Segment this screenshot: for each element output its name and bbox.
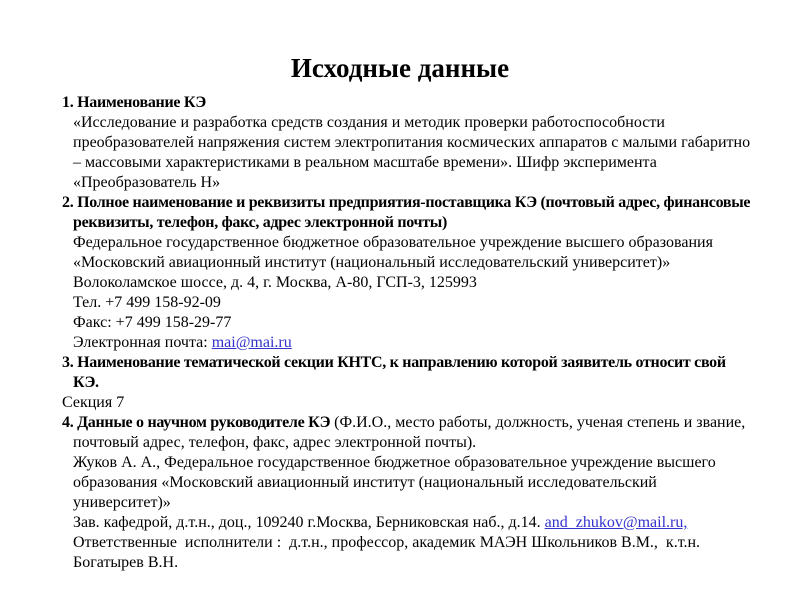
- item4-position: Зав. кафедрой, д.т.н., доц., 109240 г.Москва, Берниковская наб., д.14.: [73, 514, 545, 531]
- item2-fax: Факс: +7 499 158-29-77: [73, 314, 232, 331]
- item3-section-number: Секция 7: [62, 394, 125, 411]
- item4-heading-bold: 4. Данные о научном руководителе КЭ: [62, 414, 331, 431]
- item2-email-label: Электронная почта:: [73, 334, 212, 351]
- item2-phone: Тел. +7 499 158-92-09: [73, 294, 221, 311]
- item1-text: «Исследование и разработка средств создания и методик проверки работоспособности преобразователей напряжения систем электропитания космических аппаратов с малыми габаритно – массовыми характеристиками в реальном масштабе времени». Шифр эксперимента «Преобразователь Н»: [73, 114, 755, 191]
- mai-email-link[interactable]: mai@mai.ru: [211, 334, 292, 351]
- item2-organization: Федеральное государственное бюджетное образовательное учреждение высшего образования «Московский авиационный институт (национальный исследовательский университет)»: [73, 234, 717, 271]
- item4-position-line: [62, 513, 754, 533]
- slide-body: [62, 93, 754, 573]
- item4-executives: Ответственные исполнители : д.т.н., профессор, академик МАЭН Школьников В.М., к.т.н. Богатырев В.Н.: [73, 534, 705, 571]
- item3-heading: 3. Наименование тематической секции КНТС, к направлению которой заявитель относит свой КЭ.: [62, 354, 730, 391]
- item4-heading-rest: (Ф.И.О., место работы, должность, ученая степень и звание, почтовый адрес, телефон, факс, адрес электронной почты).: [73, 414, 750, 451]
- item2-email-line: [62, 333, 754, 353]
- slide-title: Исходные данные: [290, 53, 510, 83]
- item2-postal-address: Волоколамское шоссе, д. 4, г. Москва, А-80, ГСП-3, 125993: [73, 274, 477, 291]
- item4-heading: [62, 413, 754, 453]
- item2-heading: 2. Полное наименование и реквизиты предприятия-поставщика КЭ (почтовый адрес, финансовые реквизиты, телефон, факс, адрес электронной почты): [62, 194, 754, 231]
- item1-heading: 1. Наименование КЭ: [62, 94, 206, 111]
- item4-supervisor: Жуков А. А., Федеральное государственное бюджетное образовательное учреждение высшего образования «Московский авиационный институт (национальный исследовательский университет)»: [73, 454, 720, 511]
- zhukov-email-link[interactable]: and_zhukov@mail.ru,: [544, 514, 688, 531]
